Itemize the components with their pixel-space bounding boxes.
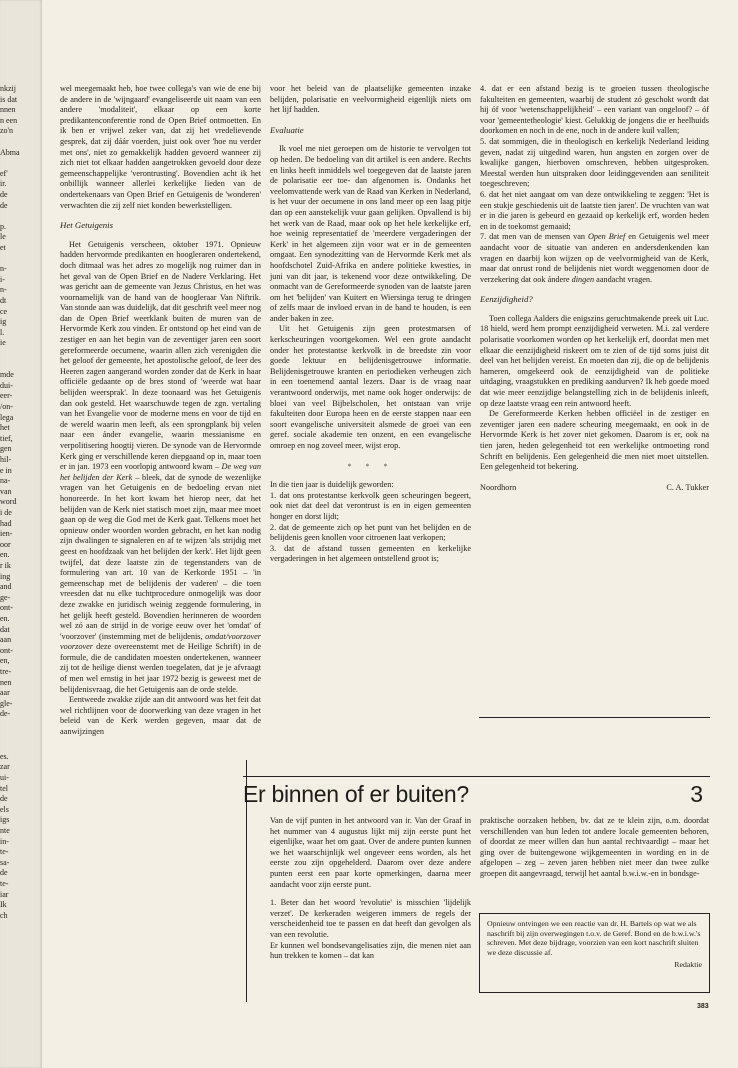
strip-text-fragment: gle- xyxy=(0,698,13,708)
strip-text-fragment: gen xyxy=(0,444,12,454)
strip-text-fragment: en, xyxy=(0,656,10,666)
paragraph: Er kunnen wel bondsevangelisaties zijn, die menen niet aan hun trekken te komen – dat kan xyxy=(270,940,471,961)
strip-text-fragment: ge- xyxy=(0,592,11,602)
strip-text-fragment: mde xyxy=(0,370,14,380)
strip-text-fragment: e in xyxy=(0,465,12,475)
strip-text-fragment: word xyxy=(0,497,17,507)
strip-text-fragment: Ik xyxy=(0,900,7,910)
column-2 xyxy=(270,84,471,565)
list-item: 3. dat de afstand tussen gemeenten en kerkelijke vergaderingen in het algemeen ontstellend groot is; xyxy=(270,543,471,564)
editor-note-text: Opnieuw ontvingen we een reactie van dr. H. Bartels op wat we als naschrift bij zijn overwegingen t.o.v. de Geref. Bond en de b.w.i.w.'s schreven. Met deze bijdrage, voorzien van een kort naschrift sluiten we deze discussie af. xyxy=(487,919,701,958)
strip-text-fragment: igs xyxy=(0,815,10,825)
list-item: 6. dat het niet aangaat om van deze ontwikkeling te zeggen: 'Het is een stukje geschiedenis uit de laatste tien jaren'. De vruchten van wat er in die jaren is gebeurd en gezaaid op kerkelijk erf, worden heden en in de toekomst gemaaid; xyxy=(480,189,709,231)
strip-text-fragment: de xyxy=(0,868,8,878)
strip-text-fragment: ir. xyxy=(0,179,7,189)
strip-text-fragment: le xyxy=(0,232,6,242)
strip-text-fragment: is dat xyxy=(0,94,18,104)
strip-text-fragment: zar xyxy=(0,762,10,772)
paragraph: Eentweede zwakke zijde aan dit antwoord was het feit dat wel richtlijnen voor de doorwerking van deze vragen in het beleid van de Kerk werden gegeven, maar dat de aanwijzingen xyxy=(60,695,261,737)
strip-text-fragment: ef' xyxy=(0,168,8,178)
strip-text-fragment: ui- xyxy=(0,773,9,782)
strip-text-fragment: de xyxy=(0,190,8,199)
list-item: 2. dat de gemeente zich op het punt van het belijden en de belijdenis geen knollen voor citroenen laat verkopen; xyxy=(270,522,471,543)
strip-text-fragment: ig xyxy=(0,317,7,327)
strip-text-fragment: /on- xyxy=(0,402,13,411)
strip-text-fragment: ce xyxy=(0,306,8,316)
strip-text-fragment: te- xyxy=(0,847,9,857)
strip-text-fragment: het xyxy=(0,423,10,433)
column-1 xyxy=(60,84,261,738)
strip-text-fragment: tief, xyxy=(0,433,13,443)
strip-text-fragment: de- xyxy=(0,709,11,719)
strip-text-fragment: eer- xyxy=(0,391,13,401)
strip-text-fragment: en. xyxy=(0,550,10,560)
list-item: 1. dat ons protestantse kerkvolk geen scheuringen begeert, ook niet dat deel dat verontrust is en in eigen gemeenten honger en dorst lijdt; xyxy=(270,490,471,521)
list-item: 4. dat er een afstand bezig is te groeien tussen theologische fakulteiten en gemeenten, waarbij de student zó geschokt wordt dat hij óf voor 'wetenschappelijkheid' – een variant van ongeloof? – óf voor 'gemeentetheologie' kiest. Gelukkig de jongens die er heelhuids doorkomen en noch in de ene, noch in de andere kuil vallen; xyxy=(480,84,709,136)
article-end-rule xyxy=(479,717,710,718)
strip-text-fragment: dt xyxy=(0,296,7,305)
paragraph: Van de vijf punten in het antwoord van ir. Van der Graaf in het nummer van 4 augustus lijkt mij zijn eerste punt het eigenlijke, waar het om gaat. Over de andere punten kunnen we het waarschijnlijk wel ongeveer eens worden, als het eerste zou zijn opgehelderd. Daarom over deze andere punten eerst een paar korte opmerkingen, daarna meer aandacht voor zijn eerste punt. xyxy=(270,816,471,889)
strip-text-fragment: van xyxy=(0,486,12,496)
strip-text-fragment: ie xyxy=(0,338,6,348)
section-heading-eenzijdigheid: Eenzijdigheid? xyxy=(480,294,533,305)
strip-text-fragment: zo'n xyxy=(0,126,13,136)
strip-text-fragment: ont- xyxy=(0,603,13,613)
strip-text-fragment: sa- xyxy=(0,857,10,867)
article-2-column-1 xyxy=(270,816,471,962)
paragraph: Uit het Getuigenis zijn geen protestmarsen of kerkscheuringen voortgekomen. Wel een grote aandacht onder het protestantse kerkvolk in de breedste zin voor goede lektuur en belijdenisgetrouwe informatie. Belijdenisgetrouwe kranten en periodieken verheugen zich in een toenemend aantal lezers. Daar is de vraag naar verantwoord onderwijs, met name ook hoger onderwijs: de bloei van veel Bijbelscholen, het ontstaan van vrije fakulteiten door Europa heen en de eerste stappen naar een soort evangelische universiteit alsmede de groei van een geref. sociale akademie ten onzent, en een evangelische omroep en nog zoveel meer, wijst erop. xyxy=(270,324,471,450)
strip-text-fragment: l. xyxy=(0,327,5,337)
strip-text-fragment: nkzij xyxy=(0,84,16,93)
list-item: 7. dat men van de mensen van Open Brief en Getuigenis wel meer aandacht voor de situatie van anderen en andersdenkenden kan vragen en daarbij kon wijzen op de veelvormigheid van de Kerk, maar dat onrust rond de belijdenis niet wordt weggenomen door de verzekering dat ook ándere dingen aandacht vragen. xyxy=(480,232,709,284)
strip-text-fragment: ing xyxy=(0,571,11,581)
strip-text-fragment: p. xyxy=(0,221,6,231)
paragraph: De Gereformeerde Kerken hebben officiëel in de zestiger en zeventiger jaren een nadere scheuring meegemaakt, en ook in de Hervormde Kerk is het zover niet gekomen. Daarom is er, ook na tien jaren, heden gelegenheid tot een werkelijke ontmoeting rond Schrift en belijdenis. Een gelegenheid die men niet moet uitstellen. Een gelegenheid tot bekering. xyxy=(480,409,709,472)
strip-text-fragment: aar xyxy=(0,688,10,698)
column-3 xyxy=(480,84,709,493)
strip-text-fragment: had xyxy=(0,518,12,528)
paragraph: Het Getuigenis verscheen, oktober 1971. Opnieuw hadden hervormde predikanten en hoogleraren ondertekend, doch ditmaal was het adres zo mogelijk nog ruimer dan in het geval van de Open Brief en de Nadere Verklaring. Het was gericht aan de gemeente van Jezus Christus, en het was voornamelijk van de hand van de hoogleraar Van Niftrik. Van stonde aan was duidelijk, dat dit geschrift veel meer nog dan de Open Brief weerklank buiten de muren van de Hervormde Kerk zou vinden. Er ontstond op het eind van de zestiger en aan het begin van de zeventiger jaren een soort gereformeerde oecumene, waarin allen zich verenigden die het geloof der gemeente, het apostolische geloof, de leer des Heeren zagen aangerand worden zonder dat de Kerk in haar officiële gedaante op de bres stond of 'weerde wat haar belijden weersprak'. In deze toonaard was het Getuigenis dan ook gesteld. Het waarschuwde tegen de zgn. vertaling van het Evangelie voor de moderne mens en voor de tijd en de wereld waarin men leeft, als een sprongplank bij velen naar een ánder evangelie, waarin messianisme en verpolitisering hoogtij vieren. De synode van de Hervormde Kerk ging er verschillende keren diepgaand op in, maar toen er in jan. 1973 een voorlopig antwoord kwam – De weg van het belijden der Kerk – bleek, dat de synode de wezenlijke vragen van het Getuigenis en de bedoeling ervan niet honoreerde. In het kort kwam het hierop neer, dat het belijden van de Kerk niet statisch moet zijn, maar mee moet gaan op de weg die God met de Kerk gaat. Telkens moet het opnieuw onder woorden worden gebracht, en het kan nodig zijn dwalingen te signaleren en af te wijzen 'als strijdig met geest en hoofdzaak van het belijden der kerk'. Het lijdt geen twijfel, dat deze laatste zin de tegenstanders van de formulering van art. 10 van de Kerkorde 1951 – 'in gemeenschap met de belijdenis der vaderen' – die toen vreesden dat nu elke tuchtprocedure onmogelijk was door deze zwakke en juridisch weinig zeggende formulering, in het gelijk heeft gesteld. Bovendien herinneren de woorden wel zó aan de strijd in de vorige eeuw over het 'omdat' of 'voorzover' (instemming met de belijdenis, omdat/voorzover voorzover deze overeenstemt met de Heilige Schrift) in de formule, die de candidaten moesten ondertekenen, wanneer zij tot de heilige dienst werden toegelaten, dat je je afvraagt of men wel ernstig in het jaar 1972 bezig is geweest met de belijdenisvraag, die het Getuigenis aan de orde stelde. xyxy=(60,239,261,694)
paragraph: Toen collega Aalders die enigszins geruchtmakende preek uit Luc. 18 hield, werd hem prompt eenzijdigheid verweten. M.i. zal verdere polarisatie voorkomen worden op het kerkelijk erf, doordat men met elkaar die eenzijdigheid riskeert om te zien of de tijd soms juist dit deel van het belijden vereist. En moeten dan zij, die op de belijdenis hameren, omgekeerd ook de eenzijdigheid van de politieke uitdaging, vraagstukken en prediking aandurven? Ik heb goede moed dat wie meer eenzijdige belangstelling zich in de belijdenis inleeft, op deze laatste vraag een rein antwoord heeft. xyxy=(480,313,709,408)
paragraph: praktische oorzaken hebben, bv. dat ze te klein zijn, o.m. doordat verschillenden van hun leden tot andere locale gemeenten behoren, of doordat ze meer willen dan hun aantal rechtvaardigt – maar het ging over de buitengewone wijkgemeenten in wording en in de afgelopen – zeg – zeven jaren hebben niet meer dan twee zulke groepen dit aangevraagd, terwijl het aantal b.w.i.w.-en in bondsge- xyxy=(480,816,709,878)
strip-text-fragment: en. xyxy=(0,614,10,623)
strip-text-fragment: aan xyxy=(0,635,12,645)
strip-text-fragment: ien- xyxy=(0,529,13,539)
strip-text-fragment: et xyxy=(0,243,6,252)
strip-text-fragment: hil- xyxy=(0,455,12,464)
strip-text-fragment: ch xyxy=(0,910,8,920)
headline-top-rule xyxy=(243,776,710,777)
signature-place: Noordhorn xyxy=(480,482,517,492)
strip-text-fragment: lega xyxy=(0,412,14,422)
strip-text-fragment: tel xyxy=(0,783,8,793)
paragraph: In die tien jaar is duidelijk geworden: xyxy=(270,480,394,490)
list-item: 5. dat sommigen, die in theologisch en kerkelijk Nederland leiding geven, nadat zij uitgedind waren, hun angsten en zorgen over de kwalijke gangen, hierboven omschreven, hebben uitgesproken. Meestal werden hun uitspraken door leidinggevenden aan seniliteit toegeschreven; xyxy=(480,136,709,189)
strip-text-fragment: Abma xyxy=(0,147,20,157)
strip-text-fragment: r ik xyxy=(0,561,11,570)
strip-text-fragment: te- xyxy=(0,879,9,888)
author-signature xyxy=(480,483,709,494)
headline-title: Er binnen of er buiten? xyxy=(243,781,469,807)
paragraph: 1. Beter dan het woord 'revolutie' is misschien 'lijdelijk verzet'. De kerkeraden weigeren immers de regels der verscheidenheid toe te passen en dat heeft dan gevolgen als van een revolutie. xyxy=(270,898,471,939)
strip-text-fragment: ont- xyxy=(0,645,13,655)
signature-name: C. A. Tukker xyxy=(666,482,709,492)
strip-text-fragment: oor xyxy=(0,539,11,549)
strip-text-fragment: nen xyxy=(0,677,12,687)
editor-note-box xyxy=(479,913,710,993)
strip-text-fragment: and xyxy=(0,582,12,592)
strip-text-fragment: n een xyxy=(0,115,18,125)
strip-text-fragment: dui- xyxy=(0,380,13,390)
strip-text-fragment: in- xyxy=(0,836,9,846)
paragraph: voor het beleid van de plaatselijke gemeenten inzake belijden, polarisatie en veelvormigheid eigenlijk niets om het lijf hadden. xyxy=(270,84,471,115)
headline-number: 3 xyxy=(690,781,703,807)
strip-text-fragment: de xyxy=(0,794,8,804)
editor-note-signature: Redaktie xyxy=(674,959,702,969)
section-heading-getuigenis: Het Getuigenis xyxy=(60,220,114,231)
strip-text-fragment: iar xyxy=(0,889,9,899)
strip-text-fragment: es. xyxy=(0,751,9,761)
section-heading-evaluatie: Evaluatie xyxy=(270,124,304,135)
page-number: 383 xyxy=(697,1003,709,1010)
section-divider-stars: * * * xyxy=(347,461,394,471)
article-2-column-2 xyxy=(480,816,709,880)
strip-text-fragment: nte xyxy=(0,826,10,835)
strip-text-fragment: els xyxy=(0,804,9,814)
paragraph: Ik voel me niet geroepen om de historie te vervolgen tot op heden. De bedoeling van dit artikel is een andere. Rechts en links heeft inmiddels wel toegegeven dat de laatste jaren de polarisatie eer toe- dan afgenomen is. Ondanks het veelomvattende werk van de Raad van Kerken in Nederland, is het vuur der oecumene in ons land meer op een laag pitje dan op een aanstekelijk vuur gaan gelijken. Opvallend is bij het werk van de Raad, maar ook op het hele kerkelijke erf, hoe weinig representatief de 'meerdere vergaderingen der Kerk' in het algemeen zijn voor wat er in de gemeenten omgaat. Een synodezitting van de Hervormde Kerk met als hoofdschotel Zuid-Afrika en andere politieke kwesties, in juni van dit jaar, is tekenend voor deze ontwikkeling. De onmacht van de Gereformeerde synoden van de laatste jaren om het 'belijden' van Kuitert en Wiersinga terug te dringen of zelfs maar de invloed ervan in de hand te houden, is een ander baken in zee. xyxy=(270,144,471,323)
strip-text-fragment: n- xyxy=(0,285,7,295)
strip-text-fragment: i de xyxy=(0,508,12,517)
adjacent-page-strip xyxy=(0,0,42,1068)
article-headline xyxy=(243,781,723,813)
paragraph: wel meegemaakt heb, hoe twee collega's van wie de ene bij de andere in de 'wijngaard' evangeliseerde uit naam van een andere 'modaliteit', elkaar op een korte predikantenconferentie rond de Open Brief ontmoetten. En ik ben er vrijwel zeker van, dat zij het vredelievende gesprek, dat zij dáár voerden, juist ook over 'hoe nu verder met ons', niet zo gemakkelijk hadden gevoerd wanneer zij zich niet tot elkaar hadden aangetrokken gevoeld door deze gemeenschappelijke 'verontrusting'. Bovendien acht ik het onbillijk wanneer allerlei kerkelijke lieden van de ondertekenaars van Open Brief en Getuigenis de 'wonderen' verwachten die zij zelf niet konden bewerkstelligen. xyxy=(60,84,261,210)
strip-text-fragment: nnen xyxy=(0,105,16,115)
strip-text-fragment: na- xyxy=(0,476,11,486)
strip-text-fragment: n- xyxy=(0,264,7,274)
strip-text-fragment: tre- xyxy=(0,667,12,676)
strip-text-fragment: de xyxy=(0,200,8,210)
strip-text-fragment: i- xyxy=(0,274,5,284)
strip-text-fragment: dat xyxy=(0,624,10,634)
